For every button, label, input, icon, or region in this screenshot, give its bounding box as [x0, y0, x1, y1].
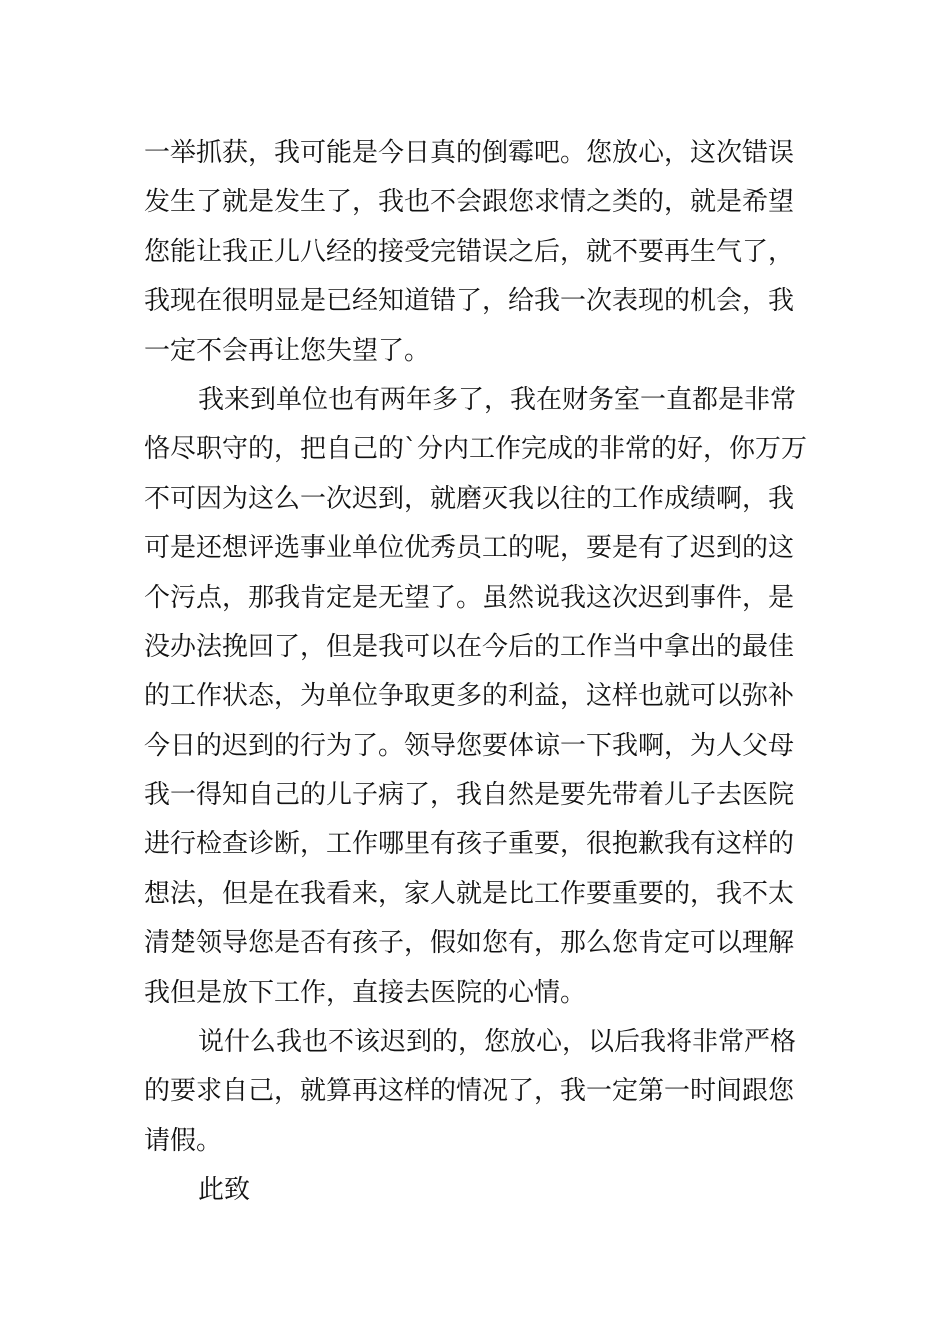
text-line: 我一得知自己的儿子病了，我自然是要先带着儿子去医院 [144, 780, 795, 811]
text-line: 没办法挽回了，但是我可以在今后的工作当中拿出的最佳 [144, 631, 795, 662]
text-line: 恪尽职守的，把自己的`分内工作完成的非常的好，你万万 [144, 434, 808, 465]
text-line: 清楚领导您是否有孩子，假如您有，那么您肯定可以理解 [144, 928, 795, 959]
text-line: 想法，但是在我看来，家人就是比工作要重要的，我不太 [144, 878, 795, 909]
paragraph-start-line: 说什么我也不该迟到的，您放心，以后我将非常严格 [198, 1027, 797, 1058]
text-line: 我现在很明显是已经知道错了，给我一次表现的机会，我 [144, 286, 795, 317]
text-line: 可是还想评选事业单位优秀员工的呢，要是有了迟到的这 [144, 533, 795, 564]
text-line: 今日的迟到的行为了。领导您要体谅一下我啊，为人父母 [144, 730, 795, 761]
text-line: 的工作状态，为单位争取更多的利益，这样也就可以弥补 [144, 681, 795, 712]
text-line: 的要求自己，就算再这样的情况了，我一定第一时间跟您 [144, 1076, 795, 1107]
text-line: 进行检查诊断，工作哪里有孩子重要，很抱歉我有这样的 [144, 829, 795, 860]
text-line: 个污点，那我肯定是无望了。虽然说我这次迟到事件，是 [144, 582, 795, 613]
text-line: 我但是放下工作，直接去医院的心情。 [144, 977, 587, 1008]
text-line: 请假。 [144, 1125, 223, 1156]
paragraph-start-line: 我来到单位也有两年多了，我在财务室一直都是非常 [198, 384, 797, 415]
text-line: 发生了就是发生了，我也不会跟您求情之类的，就是希望 [144, 187, 795, 218]
text-line: 不可因为这么一次迟到，就磨灭我以往的工作成绩啊，我 [144, 483, 795, 514]
text-line: 一定不会再让您失望了。 [144, 335, 431, 366]
text-line: 您能让我正儿八经的接受完错误之后，就不要再生气了， [144, 236, 795, 267]
text-line: 一举抓获，我可能是今日真的倒霉吧。您放心，这次错误 [144, 138, 795, 168]
closing-salutation: 此致 [198, 1175, 251, 1206]
letter-body [144, 129, 808, 1216]
